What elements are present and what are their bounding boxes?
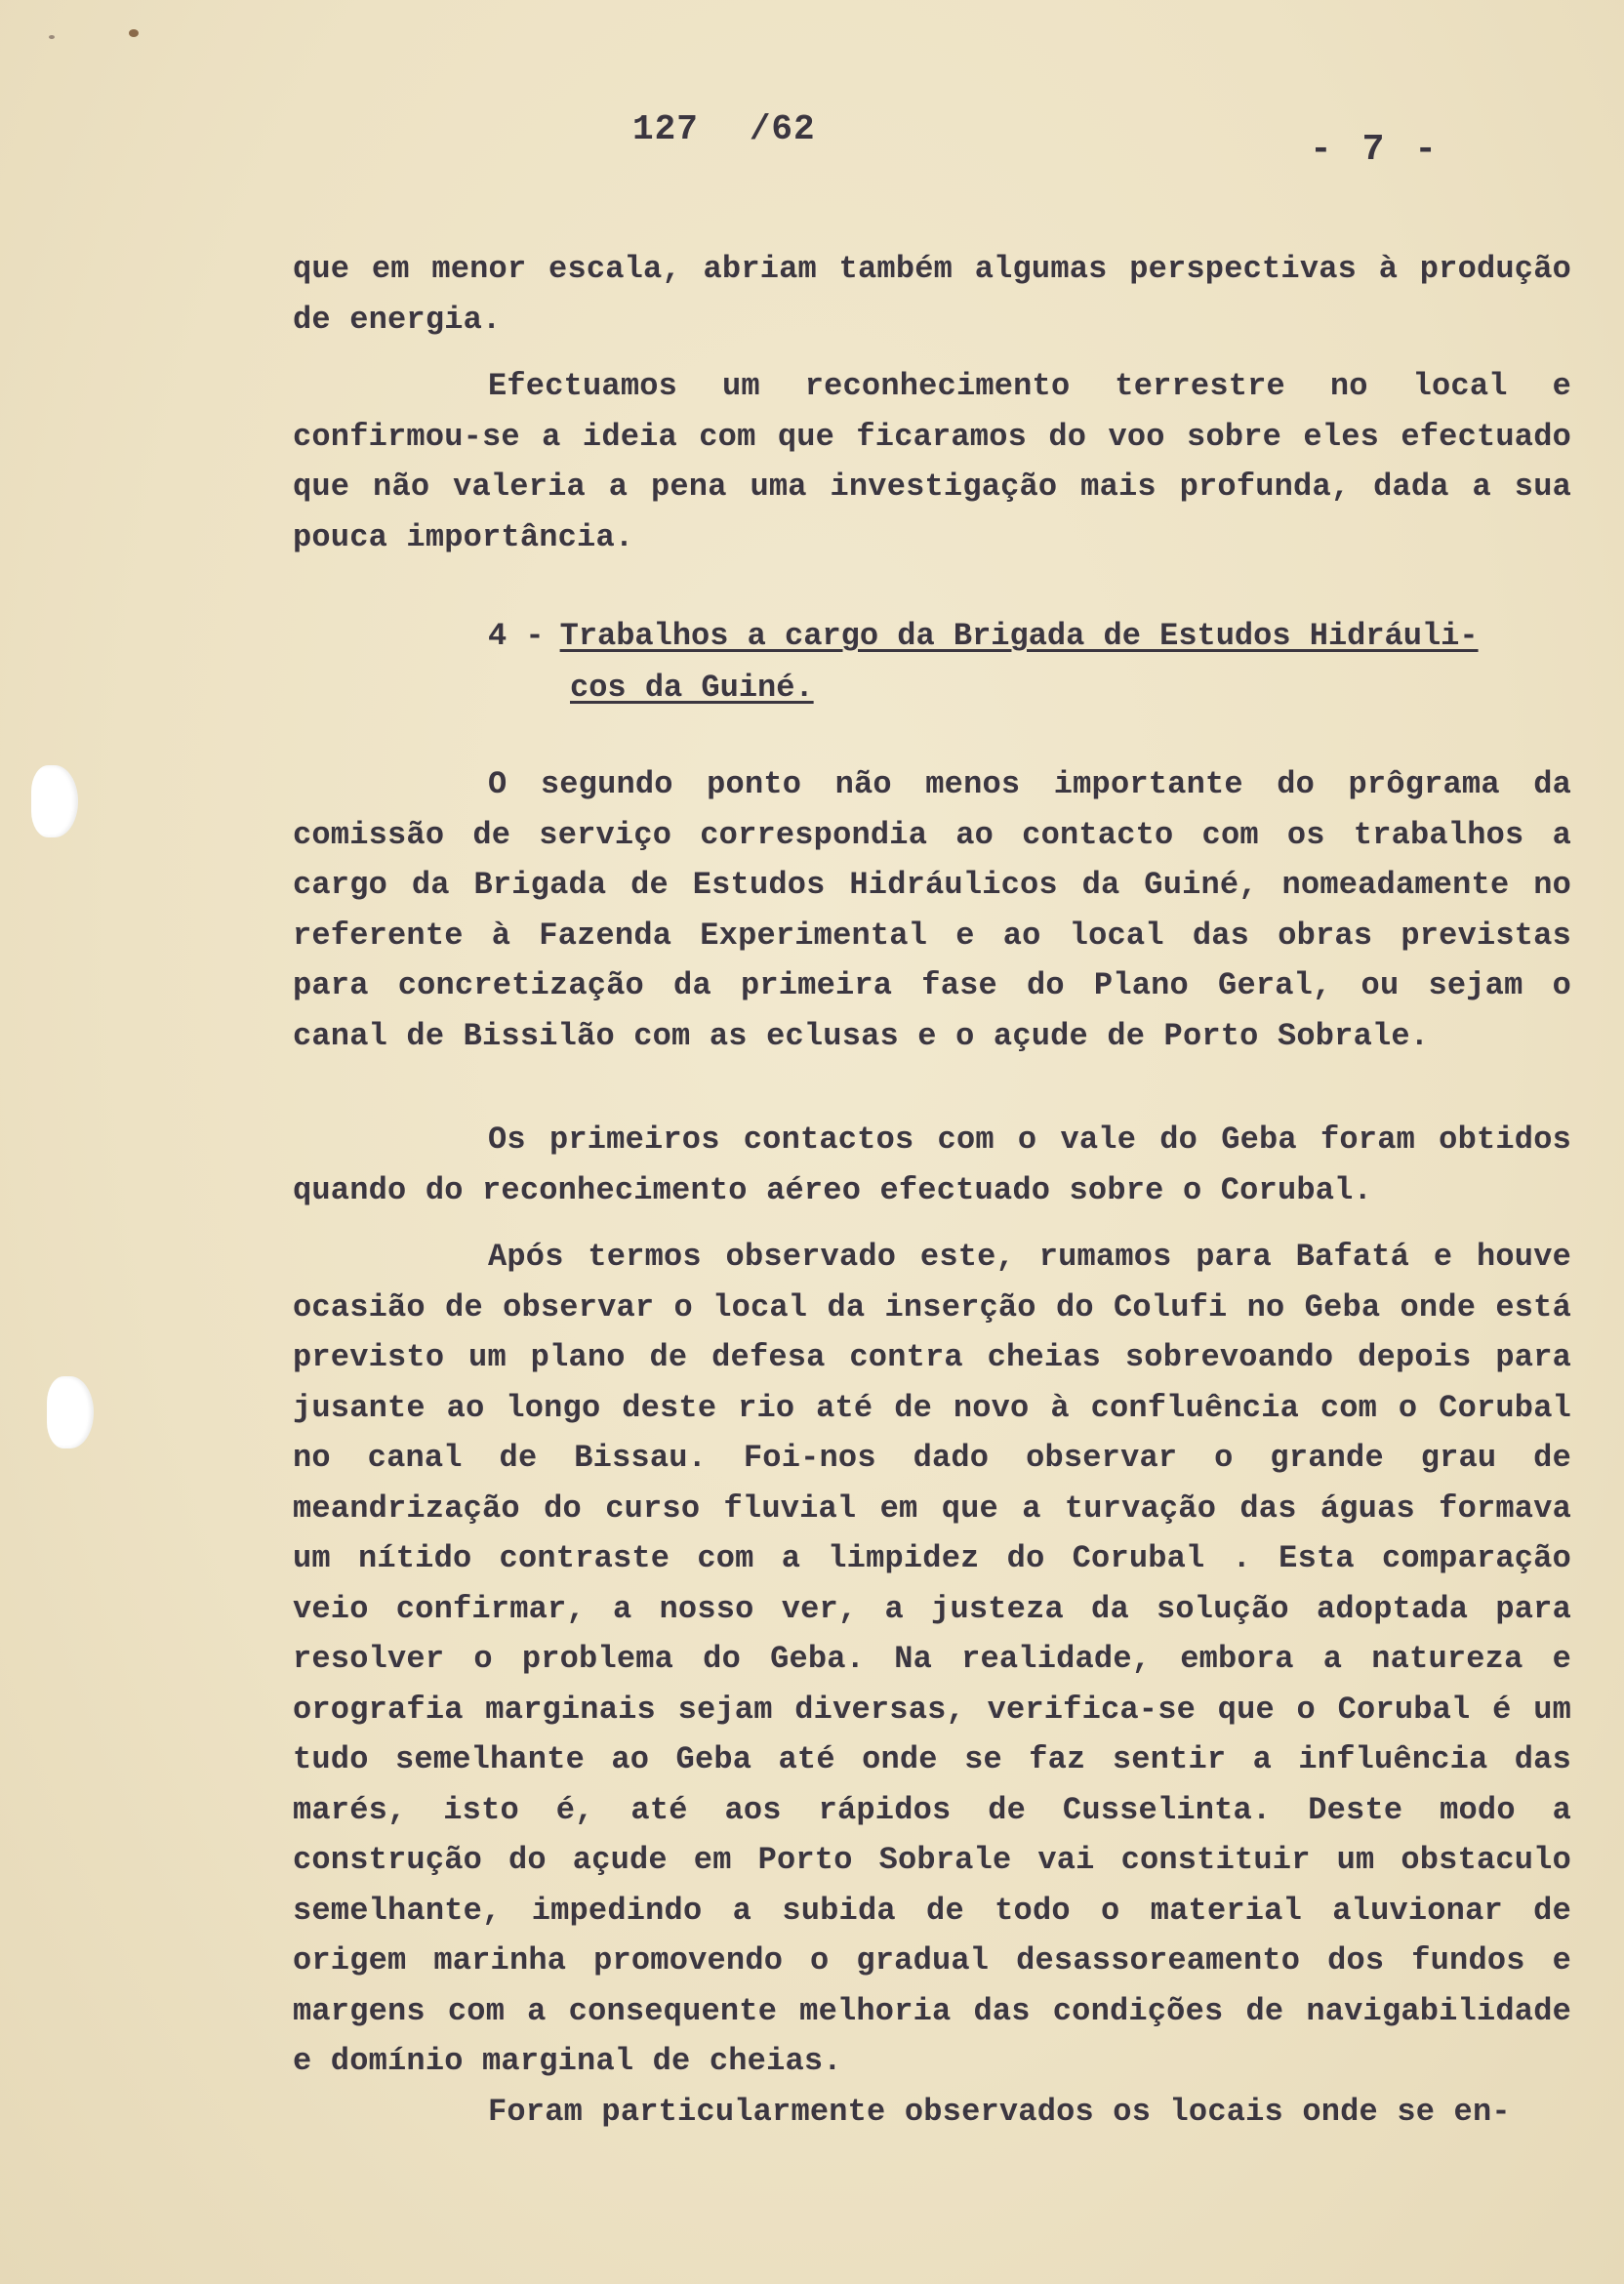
paper-stain <box>49 35 55 39</box>
reference-year: /62 <box>749 109 816 149</box>
section-title-line: Trabalhos a cargo da Brigada de Estudos Hidráuli- <box>559 618 1479 654</box>
section-heading <box>488 610 1562 714</box>
paragraph: O segundo ponto não menos importante do prôgrama da comissão de serviço correspondia ao contacto com os trabalhos a cargo da Brigada de Estudos Hidráulicos da Guiné, nomeadamente no referente à Fazenda Experimental e ao local das obras previstas para concretização da primeira fase do Plano Geral, ou sejam o canal de Bissilão com as eclusas e o açude de Porto Sobrale. <box>293 766 1571 1054</box>
paragraph: que em menor escala, abriam também algumas perspectivas à produção de energia. <box>293 251 1571 338</box>
paper-stain <box>129 29 139 37</box>
paragraph: Efectuamos um reconhecimento terrestre no local e confirmou-se a ideia com que ficaramos do voo sobre eles efectuado que não valeria a pena uma investigação mais profunda, dada a sua pouca importância. <box>293 368 1571 555</box>
punch-hole <box>47 1376 94 1448</box>
reference-number: 127 <box>632 109 699 149</box>
section-title-line: cos da Guiné. <box>570 670 814 706</box>
page-number: - 7 - <box>1310 129 1441 171</box>
paragraph: Após termos observado este, rumamos para Bafatá e houve ocasião de observar o local da inserção do Colufi no Geba onde está previsto um plano de defesa contra cheias sobrevoando depois para jusante ao longo deste rio até de novo à confluência com o Corubal no canal de Bissau. Foi-nos dado observar o grande grau de meandrização do curso fluvial em que a turvação das águas formava um nítido contraste com a limpidez do Corubal . Esta comparação veio confirmar, a nosso ver, a justeza da solução adoptada para resolver o problema do Geba. Na realidade, embora a natureza e orografia marginais sejam diversas, verifica-se que o Corubal é um tudo semelhante ao Geba até onde se faz sentir a influência das marés, isto é, até aos rápidos de Cusselinta. Deste modo a construção do açude em Porto Sobrale vai constituir um obstaculo semelhante, impedindo a subida de todo o material aluvionar de origem marinha promovendo o gradual desassoreamento dos fundos e margens com a consequente melhoria das condições de navigabilidade e domínio marginal de cheias. <box>293 1239 1571 2079</box>
punch-hole <box>31 765 78 837</box>
paragraph: Foram particularmente observados os locais onde se en- <box>488 2094 1511 2130</box>
section-number: 4 - <box>488 618 545 654</box>
document-reference <box>632 109 816 149</box>
paragraph: Os primeiros contactos com o vale do Geba foram obtidos quando do reconhecimento aéreo efectuado sobre o Corubal. <box>293 1122 1571 1208</box>
